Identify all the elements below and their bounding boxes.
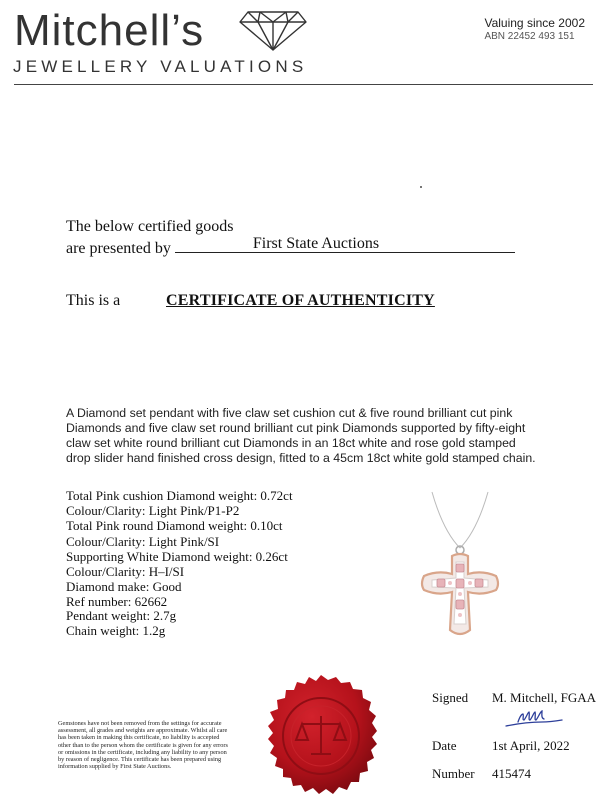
signed-value: M. Mitchell, FGAA	[492, 690, 596, 705]
spec-line: Total Pink round Diamond weight: 0.10ct	[66, 518, 283, 534]
spec-line: Diamond make: Good	[66, 579, 182, 595]
item-description: A Diamond set pendant with five claw set cushion cut & five round brilliant cut pink Diamonds and five claw set round brilliant cut pink Diamonds supported by fifty-eight claw set white round brilliant cut Diamonds in an 18ct white and rose gold stamped drop slider hand finished cross design, fitted to a 45cm 18ct white gold stamped chain.	[66, 406, 536, 465]
spec-line: Colour/Clarity: Light Pink/P1-P2	[66, 503, 240, 519]
spec-line: Colour/Clarity: Light Pink/SI	[66, 533, 220, 549]
valuing-since: Valuing since 2002	[484, 16, 585, 30]
presented-by-label: are presented by	[66, 240, 171, 257]
brand-tagline: JEWELLERY VALUATIONS	[13, 57, 308, 76]
intro-line-1: The below certified goods	[66, 218, 234, 235]
spec-line: Supporting White Diamond weight: 0.26ct	[66, 548, 288, 564]
pendant-photo	[412, 490, 508, 640]
date-value: 1st April, 2022	[492, 738, 570, 753]
certificate-title: CERTIFICATE OF AUTHENTICITY	[166, 292, 435, 309]
date-label: Date	[432, 738, 457, 753]
weight-line: Pendant weight: 2.7g	[66, 608, 177, 623]
spec-line: Colour/Clarity: H–I/SI	[66, 564, 185, 580]
speck	[420, 186, 422, 188]
number-value: 415474	[492, 766, 531, 781]
presenter-blank	[175, 236, 515, 253]
weight-line: Chain weight: 1.2g	[66, 623, 166, 639]
intro-block	[66, 218, 515, 258]
certificate-prefix: This is a	[66, 292, 121, 309]
spec-line: Total Pink cushion Diamond weight: 0.72ct	[66, 488, 293, 503]
spec-line: Ref number: 62662	[66, 594, 168, 610]
number-label: Number	[432, 766, 475, 781]
disclaimer-text: Gemstones have not been removed from the settings for accurate assessment, all grades and weights are approximate. Whilst all care has been taken in making this certificate, no liability is accepted other than to the person whom the certificate is given for any errors or omissions in the certificate, including any liability to any person by reason of negligence. This certificate has been prepared using information supplied by First State Auctions.	[58, 720, 228, 771]
diamond-logo-icon	[238, 8, 308, 52]
abn-number: ABN 22452 493 151	[484, 31, 575, 42]
presenter-name: First State Auctions	[252, 235, 380, 252]
header-info	[484, 16, 585, 42]
spec-list	[66, 488, 293, 610]
signed-label: Signed	[432, 690, 469, 705]
brand-name: Mitchell’s	[14, 6, 205, 55]
wax-seal-icon	[256, 672, 386, 802]
signature-mark	[504, 708, 564, 730]
intro-line-2	[66, 236, 515, 258]
weight-list	[66, 608, 176, 638]
header-divider	[14, 84, 593, 85]
